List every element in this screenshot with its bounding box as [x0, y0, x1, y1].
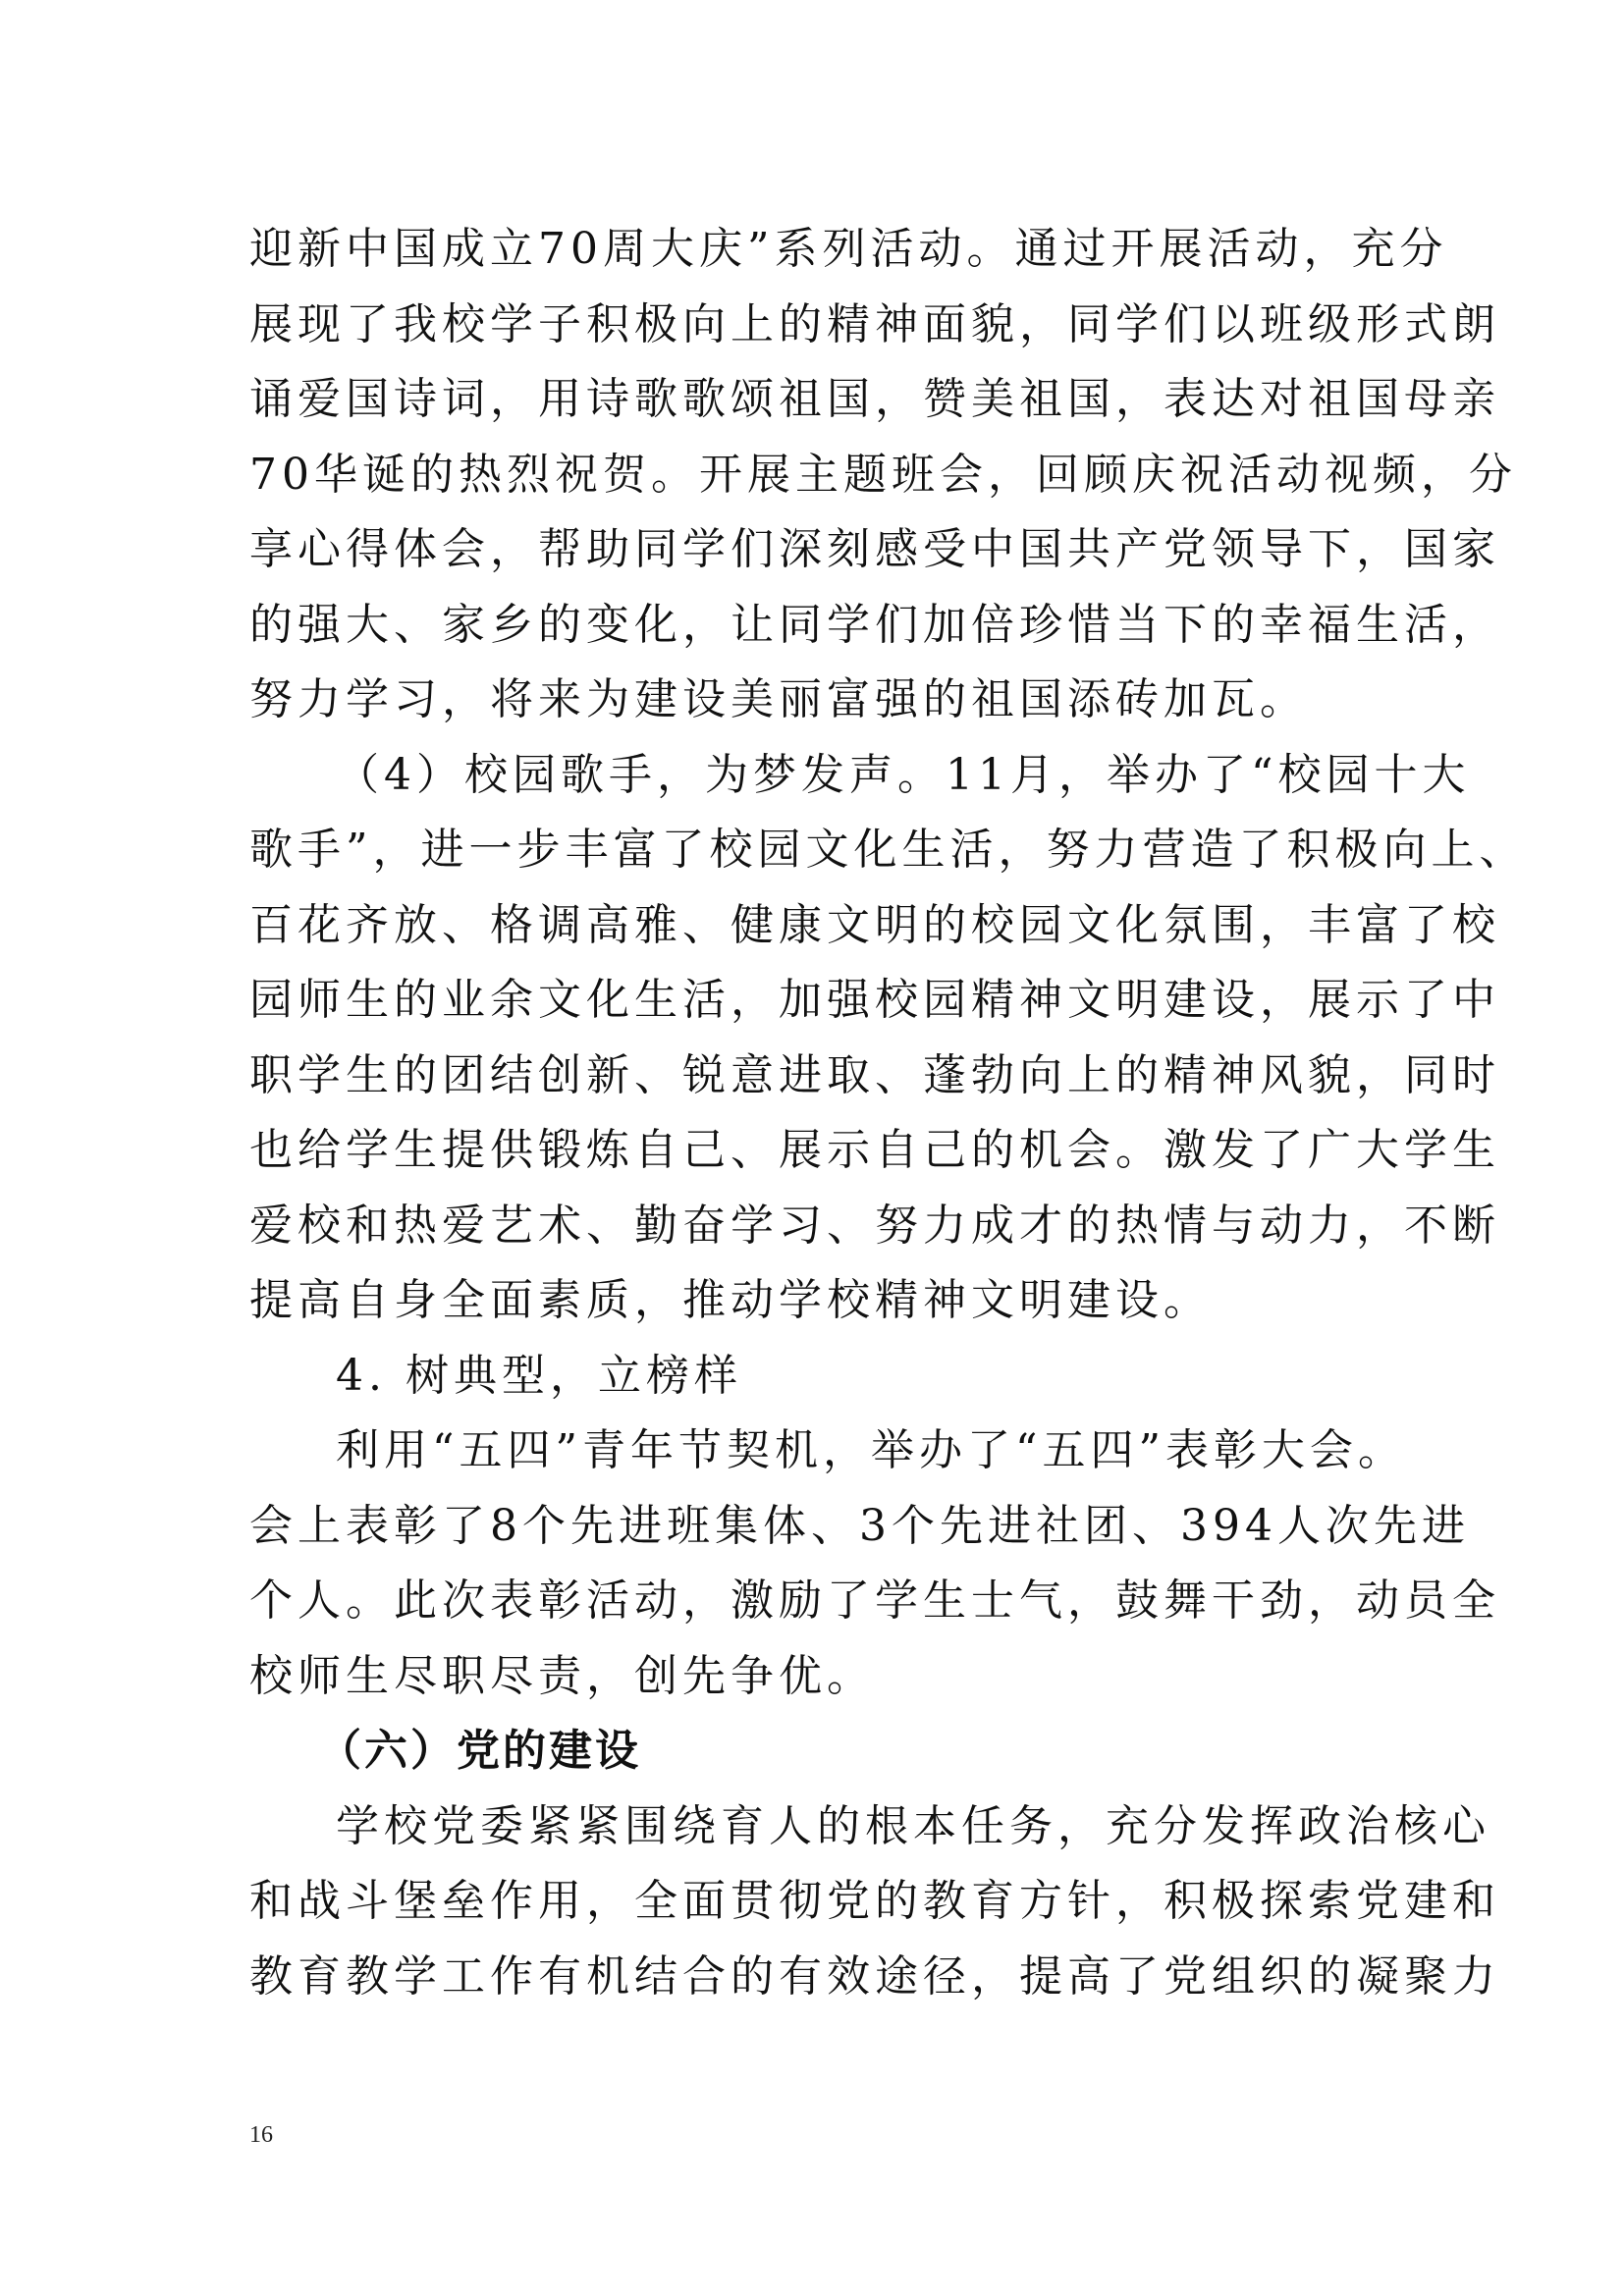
text-line: 迎新中国成立70周大庆”系列活动。通过开展活动，充分 [249, 224, 1448, 274]
text-line: 也给学生提供锻炼自己、展示自己的机会。激发了广大学生 [249, 1125, 1500, 1175]
text-line: 利用“五四”青年节契机，举办了“五四”表彰大会。 [336, 1425, 1406, 1475]
paragraph-party-committee [249, 1789, 1500, 2015]
text-line: 歌手”，进一步丰富了校园文化生活，努力营造了积极向上、 [249, 825, 1528, 875]
subheading-text: 4. 树典型，立榜样 [336, 1350, 742, 1401]
text-line: 70华诞的热烈祝贺。开展主题班会，回顾庆祝活动视频，分 [249, 449, 1517, 500]
text-line: 诵爱国诗词，用诗歌歌颂祖国，赞美祖国，表达对祖国母亲 [249, 374, 1500, 424]
section-heading-party-building [249, 1714, 1388, 1789]
paragraph-celebration-activities [249, 212, 1517, 738]
text-line: 会上表彰了8个先进班集体、3个先进社团、394人次先进 [249, 1500, 1470, 1551]
body-text [249, 212, 1528, 2014]
text-line: （4）校园歌手，为梦发声。11月，举办了“校园十大 [336, 749, 1471, 800]
text-line: 和战斗堡垒作用，全面贯彻党的教育方针，积极探索党建和 [249, 1876, 1500, 1926]
page-number: 16 [249, 2122, 273, 2148]
text-line: 教育教学工作有机结合的有效途径，提高了党组织的凝聚力 [249, 1950, 1500, 2002]
text-line: 学校党委紧紧围绕育人的根本任务，充分发挥政治核心 [336, 1800, 1490, 1851]
text-line: 校师生尽职尽责，创先争优。 [249, 1650, 875, 1701]
text-line: 提高自身全面素质，推动学校精神文明建设。 [249, 1275, 1212, 1325]
text-line: 职学生的团结创新、锐意进取、蓬勃向上的精神风貌，同时 [249, 1049, 1500, 1100]
text-line: 享心得体会，帮助同学们深刻感受中国共产党领导下，国家 [249, 524, 1500, 574]
paragraph-campus-singer [249, 738, 1528, 1339]
text-line: 园师生的业余文化生活，加强校园精神文明建设，展示了中 [249, 975, 1500, 1025]
text-line: 爱校和热爱艺术、勤奋学习、努力成才的热情与动力，不断 [249, 1200, 1500, 1251]
section-heading-text: （六）党的建设 [318, 1726, 641, 1776]
text-line: 个人。此次表彰活动，激励了学生士气，鼓舞干劲，动员全 [249, 1575, 1500, 1626]
text-line: 努力学习，将来为建设美丽富强的祖国添砖加瓦。 [249, 674, 1308, 724]
paragraph-may-fourth-awards [249, 1414, 1500, 1714]
subheading-role-models [249, 1339, 1388, 1415]
text-line: 展现了我校学子积极向上的精神面貌，同学们以班级形式朗 [249, 298, 1500, 349]
text-line: 百花齐放、格调高雅、健康文明的校园文化氛围，丰富了校 [249, 899, 1500, 950]
text-line: 的强大、家乡的变化，让同学们加倍珍惜当下的幸福生活， [249, 599, 1500, 650]
